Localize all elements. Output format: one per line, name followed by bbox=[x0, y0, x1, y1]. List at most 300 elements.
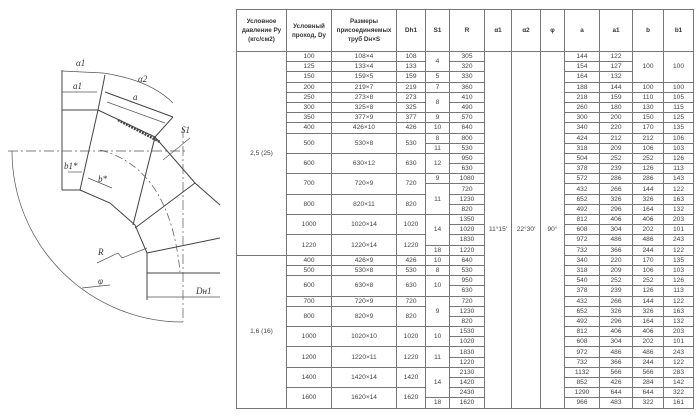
table-cell: 203 bbox=[664, 327, 694, 337]
table-row bbox=[237, 255, 694, 265]
table-cell: 1600 bbox=[287, 388, 332, 408]
table-cell: 566 bbox=[600, 367, 633, 377]
table-cell: 820 bbox=[450, 316, 485, 326]
table-cell: 640 bbox=[450, 255, 485, 265]
table-row bbox=[237, 133, 694, 143]
table-cell: 600 bbox=[287, 153, 332, 173]
label-alpha1: α1 bbox=[76, 58, 86, 68]
table-cell: 400 bbox=[287, 123, 332, 133]
table-cell: 1020 bbox=[450, 225, 485, 235]
table-cell: 566 bbox=[633, 367, 664, 377]
table-cell: 154 bbox=[565, 62, 600, 72]
table-cell: 426×10 bbox=[332, 123, 397, 133]
column-header: S1 bbox=[426, 10, 450, 52]
table-cell: 406 bbox=[633, 327, 664, 337]
table-cell: 500 bbox=[287, 265, 332, 275]
table-cell: 540 bbox=[565, 276, 600, 286]
table-cell: 486 bbox=[633, 347, 664, 357]
table-cell: 486 bbox=[633, 235, 664, 245]
table-cell: 377×9 bbox=[332, 113, 397, 123]
table-cell: 652 bbox=[565, 194, 600, 204]
table-cell: 4 bbox=[426, 52, 450, 72]
table-cell: 18 bbox=[426, 245, 450, 255]
table-cell: 212 bbox=[633, 133, 664, 143]
column-header: R bbox=[450, 10, 485, 52]
table-row bbox=[237, 367, 694, 377]
table-row bbox=[237, 306, 694, 316]
table-cell: 820 bbox=[397, 306, 426, 326]
table-cell: 220 bbox=[600, 123, 633, 133]
table-cell: 530 bbox=[450, 265, 485, 275]
table-cell: 1020 bbox=[397, 215, 426, 235]
table-cell: 8 bbox=[426, 133, 450, 143]
table-cell: 164 bbox=[633, 204, 664, 214]
table-cell: 608 bbox=[565, 225, 600, 235]
table-cell: 630 bbox=[450, 286, 485, 296]
table-cell: 14 bbox=[426, 367, 450, 398]
table-cell: 322 bbox=[664, 388, 694, 398]
table-cell: 486 bbox=[600, 235, 633, 245]
table-cell: 500 bbox=[287, 133, 332, 153]
table-row bbox=[237, 215, 694, 225]
table-cell: 630 bbox=[397, 276, 426, 296]
table-cell: 202 bbox=[633, 225, 664, 235]
table-cell: 378 bbox=[565, 286, 600, 296]
table-cell: 135 bbox=[664, 123, 694, 133]
table-cell: 12 bbox=[426, 153, 450, 173]
table-cell: 640 bbox=[450, 123, 485, 133]
table-cell: 304 bbox=[600, 225, 633, 235]
table-cell: 378 bbox=[565, 164, 600, 174]
table-cell: 426 bbox=[397, 255, 426, 265]
table-cell: 1020 bbox=[397, 327, 426, 347]
table-cell: 260 bbox=[565, 102, 600, 112]
table-cell: 1132 bbox=[565, 367, 600, 377]
table-cell: 340 bbox=[565, 255, 600, 265]
table-cell: 1230 bbox=[450, 194, 485, 204]
table-body bbox=[237, 52, 694, 409]
table-cell: 630 bbox=[450, 164, 485, 174]
label-a1: a1 bbox=[73, 81, 82, 91]
table-cell: 630×12 bbox=[332, 153, 397, 173]
table-cell: 209 bbox=[600, 143, 633, 153]
table-cell: 652 bbox=[565, 306, 600, 316]
column-header: b bbox=[633, 10, 664, 52]
table-cell: 1420×14 bbox=[332, 367, 397, 387]
table-cell: 1220 bbox=[287, 235, 332, 255]
table-cell: 1000 bbox=[287, 215, 332, 235]
table-cell: 126 bbox=[664, 276, 694, 286]
table-cell: 159 bbox=[600, 92, 633, 102]
table-cell: 720 bbox=[450, 296, 485, 306]
table-cell: 284 bbox=[633, 378, 664, 388]
label-a: a bbox=[133, 92, 138, 102]
table-cell: 200 bbox=[287, 82, 332, 92]
label-b: b* bbox=[98, 174, 107, 184]
elbow-drawing bbox=[0, 0, 228, 416]
table-cell: 101 bbox=[664, 337, 694, 347]
table-cell: 252 bbox=[600, 153, 633, 163]
table-cell: 300 bbox=[565, 113, 600, 123]
table-cell: 318 bbox=[565, 143, 600, 153]
table-cell: 122 bbox=[600, 52, 633, 62]
table-row bbox=[237, 347, 694, 357]
table-cell: 492 bbox=[565, 316, 600, 326]
table-cell: 110 bbox=[633, 92, 664, 102]
table-cell: 812 bbox=[565, 327, 600, 337]
table-cell: 2430 bbox=[450, 388, 485, 398]
table-cell: 1620×14 bbox=[332, 388, 397, 408]
table-cell: 1830 bbox=[450, 347, 485, 357]
table-cell: 800 bbox=[450, 133, 485, 143]
table-cell: 432 bbox=[565, 184, 600, 194]
table-cell: 100 bbox=[633, 82, 664, 92]
table-cell: 530 bbox=[397, 133, 426, 153]
table-row bbox=[237, 72, 694, 82]
column-header: Размеры присоединяемых труб Dн×S bbox=[332, 10, 397, 52]
table-cell: 326 bbox=[600, 194, 633, 204]
column-header: φ bbox=[541, 10, 565, 52]
table-cell: 122 bbox=[664, 357, 694, 367]
table-cell: 218 bbox=[565, 92, 600, 102]
table-cell: 106 bbox=[633, 265, 664, 275]
table-cell: 1400 bbox=[287, 367, 332, 387]
table-cell: 630 bbox=[397, 153, 426, 173]
table-cell: 202 bbox=[633, 337, 664, 347]
table-cell: 644 bbox=[600, 388, 633, 398]
table-row bbox=[237, 102, 694, 112]
table-cell: 105 bbox=[664, 92, 694, 102]
table-cell: 366 bbox=[600, 357, 633, 367]
table-cell: 266 bbox=[600, 184, 633, 194]
table-cell: 219×7 bbox=[332, 82, 397, 92]
table-cell: 18 bbox=[426, 398, 450, 408]
table-row bbox=[237, 276, 694, 286]
table-cell: 852 bbox=[565, 378, 600, 388]
table-cell: 200 bbox=[600, 113, 633, 123]
table-cell: 950 bbox=[450, 153, 485, 163]
centerlines bbox=[8, 128, 187, 322]
table-cell: 732 bbox=[565, 245, 600, 255]
table-cell: 972 bbox=[565, 347, 600, 357]
table-cell: 320 bbox=[450, 62, 485, 72]
table-cell: 720×9 bbox=[332, 296, 397, 306]
table-cell: 209 bbox=[600, 265, 633, 275]
table-cell: 103 bbox=[664, 143, 694, 153]
table-cell: 426×9 bbox=[332, 255, 397, 265]
table-cell: 325 bbox=[397, 102, 426, 112]
table-cell: 170 bbox=[633, 255, 664, 265]
table-cell: 243 bbox=[664, 235, 694, 245]
table-cell: 219 bbox=[397, 82, 426, 92]
table-cell: 100 bbox=[664, 52, 694, 83]
table-cell: 142 bbox=[664, 378, 694, 388]
label-s1: S1 bbox=[181, 125, 190, 135]
table-cell: 600 bbox=[287, 276, 332, 296]
label-b1: b1* bbox=[64, 161, 78, 171]
column-header: b1 bbox=[664, 10, 694, 52]
table-cell: 426 bbox=[397, 123, 426, 133]
table-cell: 164 bbox=[565, 72, 600, 82]
table-cell: 410 bbox=[450, 92, 485, 102]
table-cell: 100 bbox=[287, 52, 332, 62]
table-cell: 150 bbox=[287, 72, 332, 82]
table-cell: 7 bbox=[426, 82, 450, 92]
table-cell: 812 bbox=[565, 215, 600, 225]
table-cell: 1220×11 bbox=[332, 347, 397, 367]
table-cell: 113 bbox=[664, 164, 694, 174]
table-cell: 10 bbox=[426, 327, 450, 347]
table-cell: 530×8 bbox=[332, 133, 397, 153]
table-cell: 1620 bbox=[397, 388, 426, 408]
table-cell: 22°30' bbox=[512, 52, 541, 409]
table-cell: 5 bbox=[426, 72, 450, 82]
table-cell: 115 bbox=[664, 102, 694, 112]
table-cell: 103 bbox=[664, 265, 694, 275]
elbow-outline bbox=[62, 70, 220, 300]
table-cell: 820×9 bbox=[332, 306, 397, 326]
table-cell: 163 bbox=[664, 306, 694, 316]
table-cell: 326 bbox=[600, 306, 633, 316]
table-cell: 700 bbox=[287, 174, 332, 194]
table-cell: 732 bbox=[565, 357, 600, 367]
table-cell: 720 bbox=[397, 296, 426, 306]
table-cell: 1220×14 bbox=[332, 235, 397, 255]
table-cell: 180 bbox=[600, 102, 633, 112]
table-cell: 159 bbox=[397, 72, 426, 82]
table-cell: 800 bbox=[287, 194, 332, 214]
table-cell: 325×8 bbox=[332, 102, 397, 112]
table-cell: 126 bbox=[633, 286, 664, 296]
table-cell: 144 bbox=[565, 52, 600, 62]
table-cell: 243 bbox=[664, 347, 694, 357]
table-row bbox=[237, 62, 694, 72]
table-cell: 1830 bbox=[450, 235, 485, 245]
table-cell: 426 bbox=[600, 378, 633, 388]
table-cell: 820 bbox=[397, 194, 426, 214]
table-cell: 1290 bbox=[565, 388, 600, 398]
table-row bbox=[237, 194, 694, 204]
table-cell: 504 bbox=[565, 153, 600, 163]
table-cell: 283 bbox=[664, 367, 694, 377]
table-cell: 326 bbox=[633, 306, 664, 316]
table-cell: 220 bbox=[600, 255, 633, 265]
table-row bbox=[237, 113, 694, 123]
table-cell: 266 bbox=[600, 296, 633, 306]
table-cell: 530 bbox=[397, 265, 426, 275]
table-cell: 212 bbox=[600, 133, 633, 143]
table-cell: 273×8 bbox=[332, 92, 397, 102]
table-cell: 9 bbox=[426, 113, 450, 123]
table-cell: 1420 bbox=[450, 378, 485, 388]
table-cell: 720 bbox=[397, 174, 426, 194]
dimensions-table bbox=[236, 9, 694, 409]
table-cell: 377 bbox=[397, 113, 426, 123]
table-cell: 1220 bbox=[397, 347, 426, 367]
table-cell: 304 bbox=[600, 337, 633, 347]
table-cell: 133×4 bbox=[332, 62, 397, 72]
table-cell: 11 bbox=[426, 347, 450, 367]
table-cell: 108×4 bbox=[332, 52, 397, 62]
table-cell: 326 bbox=[633, 194, 664, 204]
table-cell: 572 bbox=[565, 174, 600, 184]
table-cell: 132 bbox=[600, 72, 633, 82]
table-cell: 10 bbox=[426, 276, 450, 296]
table-cell: 125 bbox=[287, 62, 332, 72]
table-cell: 432 bbox=[565, 296, 600, 306]
table-cell: 126 bbox=[633, 164, 664, 174]
table-cell: 135 bbox=[664, 255, 694, 265]
table-cell: 400 bbox=[287, 255, 332, 265]
table-cell: 630×8 bbox=[332, 276, 397, 296]
table-cell: 966 bbox=[565, 398, 600, 408]
table-cell: 305 bbox=[450, 52, 485, 62]
table-cell: 286 bbox=[633, 174, 664, 184]
table-cell: 127 bbox=[600, 62, 633, 72]
table-cell: 1200 bbox=[287, 347, 332, 367]
table-cell: 570 bbox=[450, 113, 485, 123]
table-cell: 164 bbox=[633, 316, 664, 326]
table-cell: 350 bbox=[287, 113, 332, 123]
table-cell: 252 bbox=[633, 153, 664, 163]
table-cell: 244 bbox=[633, 357, 664, 367]
table-cell: 644 bbox=[633, 388, 664, 398]
table-cell: 239 bbox=[600, 286, 633, 296]
table-cell: 125 bbox=[664, 113, 694, 123]
table-cell: 144 bbox=[633, 296, 664, 306]
table-cell: 11°15' bbox=[485, 52, 512, 409]
table-cell: 483 bbox=[600, 398, 633, 408]
table-cell: 406 bbox=[633, 215, 664, 225]
table-cell: 273 bbox=[397, 92, 426, 102]
table-cell: 113 bbox=[664, 286, 694, 296]
table-row bbox=[237, 52, 694, 62]
table-cell: 1220 bbox=[397, 235, 426, 255]
table-cell: 14 bbox=[426, 215, 450, 246]
table-cell: 11 bbox=[426, 184, 450, 215]
column-header: α2 bbox=[512, 10, 541, 52]
label-dh1: Dн1 bbox=[196, 286, 212, 296]
table-cell: 1220 bbox=[450, 245, 485, 255]
column-header: α1 bbox=[485, 10, 512, 52]
table-cell: 700 bbox=[287, 296, 332, 306]
table-cell: 530 bbox=[450, 143, 485, 153]
table-cell: 122 bbox=[664, 184, 694, 194]
table-cell: 133 bbox=[397, 62, 426, 72]
table-cell: 8 bbox=[426, 265, 450, 275]
table-cell: 406 bbox=[600, 327, 633, 337]
table-cell: 159×5 bbox=[332, 72, 397, 82]
label-phi: φ bbox=[98, 276, 103, 286]
table-row bbox=[237, 388, 694, 398]
table-cell: 126 bbox=[664, 153, 694, 163]
table-cell: 424 bbox=[565, 133, 600, 143]
table-cell: 318 bbox=[565, 265, 600, 275]
table-cell: 108 bbox=[397, 52, 426, 62]
table-cell: 244 bbox=[633, 245, 664, 255]
table-cell: 296 bbox=[600, 316, 633, 326]
table-cell: 132 bbox=[664, 204, 694, 214]
table-cell: 100 bbox=[664, 82, 694, 92]
table-cell: 296 bbox=[600, 204, 633, 214]
table-cell: 144 bbox=[600, 82, 633, 92]
table-cell: 530×8 bbox=[332, 265, 397, 275]
table-cell: 161 bbox=[664, 398, 694, 408]
table-cell: 130 bbox=[633, 102, 664, 112]
table-cell: 9 bbox=[426, 174, 450, 184]
table-cell: 286 bbox=[600, 174, 633, 184]
table-cell: 252 bbox=[600, 276, 633, 286]
table-cell: 239 bbox=[600, 164, 633, 174]
table-cell: 492 bbox=[565, 204, 600, 214]
table-cell: 1020 bbox=[450, 337, 485, 347]
table-cell: 101 bbox=[664, 225, 694, 235]
table-cell: 8 bbox=[426, 92, 450, 112]
table-row bbox=[237, 153, 694, 163]
table-cell: 1080 bbox=[450, 174, 485, 184]
table-cell: 122 bbox=[664, 296, 694, 306]
table-header bbox=[237, 10, 694, 52]
table-cell: 800 bbox=[287, 306, 332, 326]
table-cell: 1020×10 bbox=[332, 327, 397, 347]
table-cell: 490 bbox=[450, 102, 485, 112]
table-cell: 122 bbox=[664, 245, 694, 255]
table-cell: 144 bbox=[633, 184, 664, 194]
table-cell: 1620 bbox=[450, 398, 485, 408]
table-cell: 1020×14 bbox=[332, 215, 397, 235]
table-cell: 9 bbox=[426, 296, 450, 327]
column-header: Dh1 bbox=[397, 10, 426, 52]
table-cell: 11 bbox=[426, 143, 450, 153]
table-cell: 100 bbox=[633, 52, 664, 83]
table-cell: 1230 bbox=[450, 306, 485, 316]
table-cell: 1220 bbox=[450, 357, 485, 367]
table-cell: 720 bbox=[450, 184, 485, 194]
table-cell: 250 bbox=[287, 92, 332, 102]
table-cell: 486 bbox=[600, 347, 633, 357]
table-cell: 1000 bbox=[287, 327, 332, 347]
label-alpha2: α2 bbox=[138, 74, 148, 84]
table-cell: 170 bbox=[633, 123, 664, 133]
table-cell: 950 bbox=[450, 276, 485, 286]
table-cell: 322 bbox=[633, 398, 664, 408]
table-cell: 203 bbox=[664, 215, 694, 225]
table-cell: 188 bbox=[565, 82, 600, 92]
table-cell: 106 bbox=[664, 133, 694, 143]
table-row bbox=[237, 92, 694, 102]
table-cell: 300 bbox=[287, 102, 332, 112]
table-cell: 608 bbox=[565, 337, 600, 347]
table-row bbox=[237, 174, 694, 184]
table-cell: 10 bbox=[426, 255, 450, 265]
table-cell: 132 bbox=[664, 316, 694, 326]
table-row bbox=[237, 123, 694, 133]
table-cell: 1420 bbox=[397, 367, 426, 387]
column-header: a bbox=[565, 10, 600, 52]
table-row bbox=[237, 265, 694, 275]
table-row bbox=[237, 327, 694, 337]
table-cell: 106 bbox=[633, 143, 664, 153]
table-cell: 820 bbox=[450, 204, 485, 214]
table-cell: 820×11 bbox=[332, 194, 397, 214]
table-cell: 330 bbox=[450, 72, 485, 82]
table-cell: 360 bbox=[450, 82, 485, 92]
table-cell: 2,5 (25) bbox=[237, 52, 287, 256]
table-cell: 252 bbox=[633, 276, 664, 286]
table-cell: 972 bbox=[565, 235, 600, 245]
table-cell: 150 bbox=[633, 113, 664, 123]
table-cell: 2130 bbox=[450, 367, 485, 377]
